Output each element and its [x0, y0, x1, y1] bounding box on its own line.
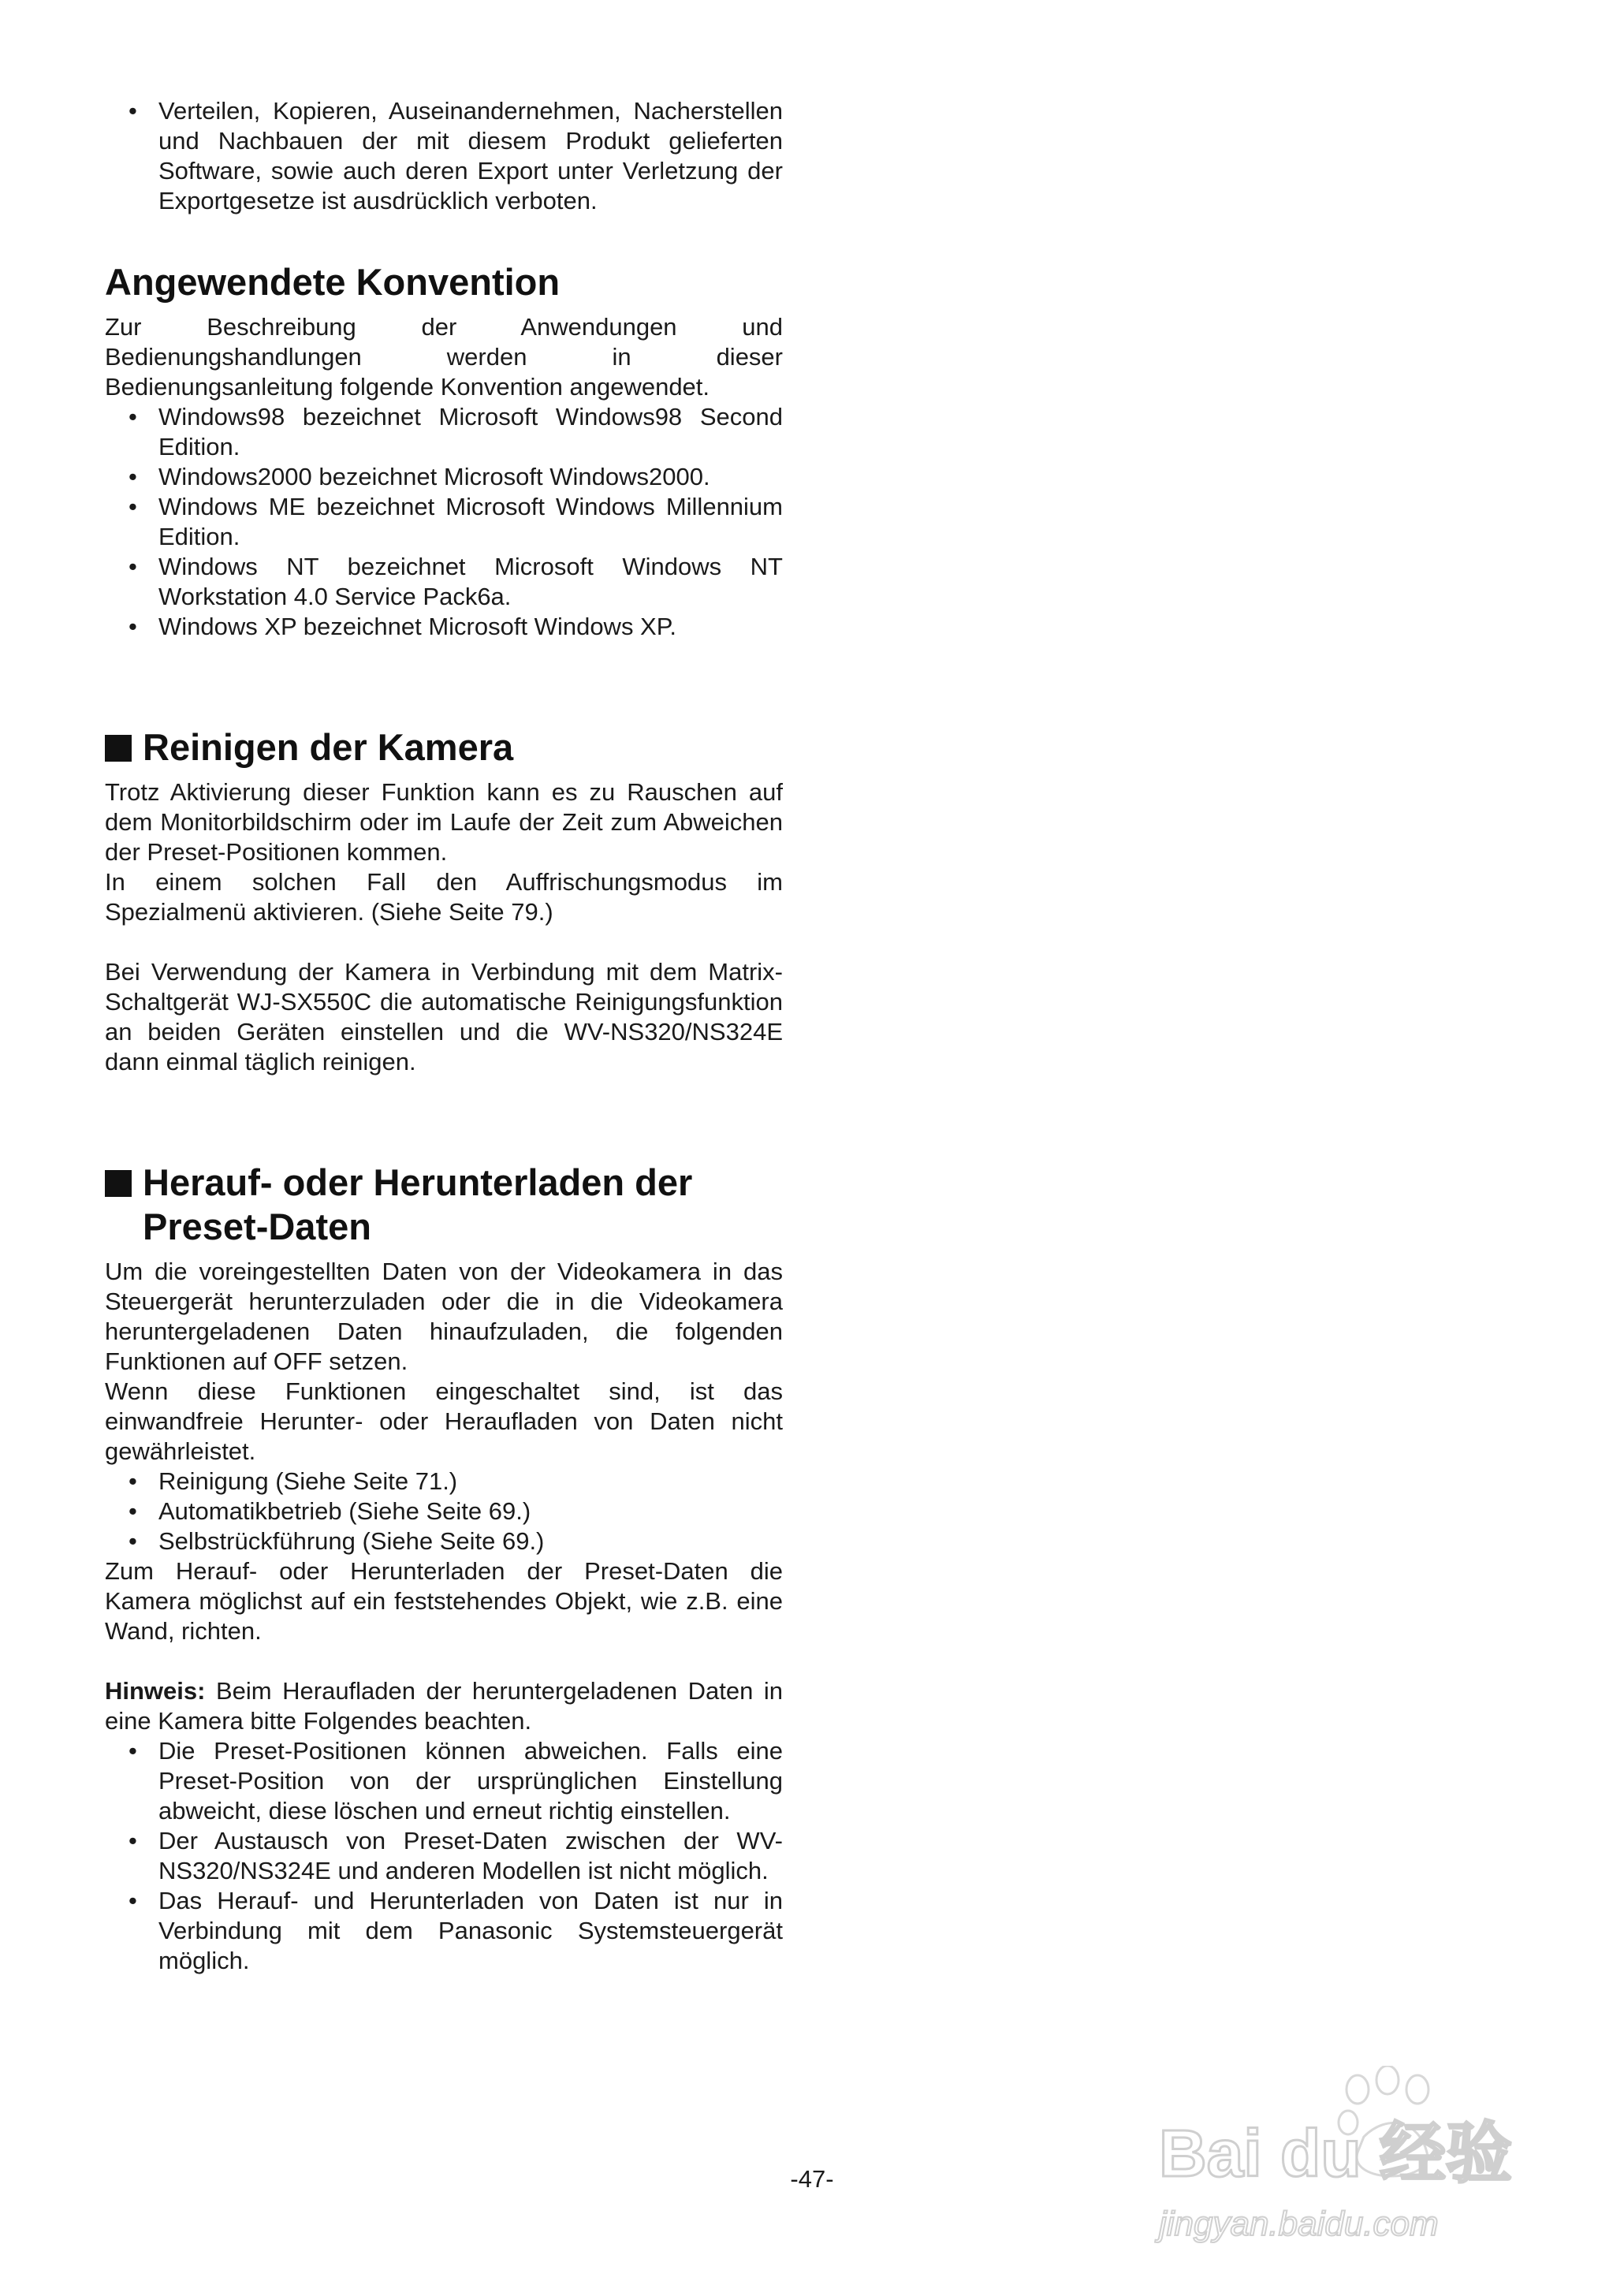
preset-paragraph-2: Wenn diese Funktionen eingeschaltet sind, ist das einwandfreie Herunter- oder Heraufladen von Daten nicht gewährleistet.	[105, 1377, 783, 1465]
hint-text: Beim Heraufladen der heruntergeladenen Daten in eine Kamera bitte Folgendes beachten.	[105, 1677, 783, 1735]
page-column	[105, 96, 783, 1976]
list-item: • Das Herauf- und Herunterladen von Daten ist nur in Verbindung mit dem Panasonic Systemsteuergerät möglich.	[105, 1886, 783, 1976]
list-item: • Windows ME bezeichnet Microsoft Windows Millennium Edition.	[105, 492, 783, 552]
list-item: • Windows98 bezeichnet Microsoft Windows98 Second Edition.	[105, 402, 783, 462]
convention-list	[105, 402, 783, 642]
list-item: • Die Preset-Positionen können abweichen. Falls eine Preset-Position von der ursprünglichen Einstellung abweicht, diese löschen und erneut richtig einstellen.	[105, 1736, 783, 1826]
preset-heading	[105, 1161, 783, 1249]
list-item: • Selbstrückführung (Siehe Seite 69.)	[105, 1526, 783, 1556]
hint-list	[105, 1736, 783, 1976]
hint-label: Hinweis:	[105, 1677, 206, 1705]
list-item: • Automatikbetrieb (Siehe Seite 69.)	[105, 1496, 783, 1526]
cleaning-paragraph-2: In einem solchen Fall den Auffrischungsmodus im Spezialmenü aktivieren. (Siehe Seite 79.)	[105, 868, 783, 926]
preset-function-list	[105, 1467, 783, 1556]
list-item: • Windows XP bezeichnet Microsoft Windows XP.	[105, 612, 783, 642]
square-bullet-icon	[105, 1170, 132, 1197]
cleaning-paragraph-1: Trotz Aktivierung dieser Funktion kann es zu Rauschen auf dem Monitorbildschirm oder im Laufe der Zeit zum Abweichen der Preset-Positionen kommen.	[105, 778, 783, 866]
cleaning-paragraph-3: Bei Verwendung der Kamera in Verbindung mit dem Matrix-Schaltgerät WJ-SX550C die automatische Reinigungsfunktion an beiden Geräten einstellen und die WV-NS320/NS324E dann einmal täglich reinigen.	[105, 958, 783, 1075]
convention-heading: Angewendete Konvention	[105, 261, 561, 303]
preset-heading-line-2: Preset-Daten	[143, 1206, 371, 1247]
list-item: • Der Austausch von Preset-Daten zwischen der WV-NS320/NS324E und anderen Modellen ist nicht möglich.	[105, 1826, 783, 1886]
preset-paragraph-3: Zum Herauf- oder Herunterladen der Preset-Daten die Kamera möglichst auf ein feststehendes Objekt, wie z.B. eine Wand, richten.	[105, 1557, 783, 1645]
list-item: • Windows2000 bezeichnet Microsoft Windows2000.	[105, 462, 783, 492]
square-bullet-icon	[105, 735, 132, 762]
list-item: • Reinigung (Siehe Seite 71.)	[105, 1467, 783, 1496]
watermark-url: jingyan.baidu.com	[1159, 2205, 1439, 2243]
page-number: -47-	[790, 2165, 834, 2193]
cleaning-heading	[105, 725, 783, 770]
preset-heading-line-1: Herauf- oder Herunterladen der	[143, 1161, 693, 1203]
cleaning-heading-text: Reinigen der Kamera	[143, 726, 514, 768]
list-item: • Windows NT bezeichnet Microsoft Windows NT Workstation 4.0 Service Pack6a.	[105, 552, 783, 612]
hint-block	[105, 1676, 783, 1736]
top-bullet-list	[105, 96, 783, 216]
baidu-watermark-logo	[1151, 2066, 1561, 2255]
watermark-logo-text: Bai du 经验	[1159, 2116, 1513, 2190]
preset-paragraph-1: Um die voreingestellten Daten von der Videokamera in das Steuergerät herunterzuladen oder die in die Videokamera heruntergeladenen Daten hinaufzuladen, die folgenden Funktionen auf OFF setzen.	[105, 1258, 783, 1375]
convention-intro: Zur Beschreibung der Anwendungen und Bedienungshandlungen werden in dieser Bedienungsanleitung folgende Konvention angewendet.	[105, 313, 783, 401]
list-item: • Verteilen, Kopieren, Auseinandernehmen, Nacherstellen und Nachbauen der mit diesem Produkt gelieferten Software, sowie auch deren Export unter Verletzung der Exportgesetze ist ausdrücklich verboten.	[105, 96, 783, 216]
